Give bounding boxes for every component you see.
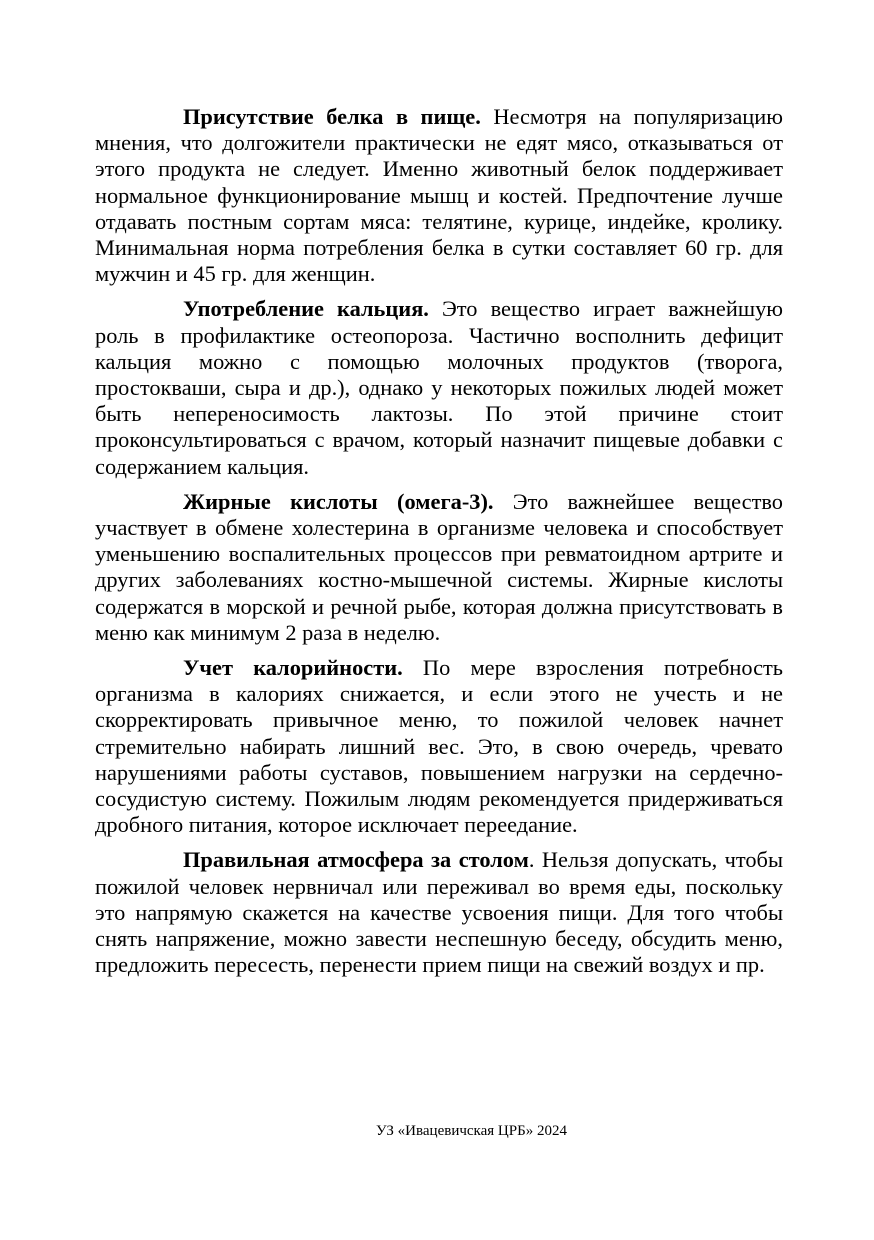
- paragraph-atmosphere: [95, 847, 783, 978]
- paragraph-text: . Нельзя допускать, чтобы пожилой человек нервничал или переживал во время еды, поскольку это напрямую скажется на качестве усвоения пищи. Для того чтобы снять напряжение, можно завести неспешную беседу, обсудить меню, предложить пересесть, перенести прием пищи на свежий воздух и пр.: [95, 847, 783, 978]
- paragraph-heading: Употребление кальция.: [183, 296, 429, 322]
- page-footer: УЗ «Ивацевичская ЦРБ» 2024: [376, 1123, 567, 1139]
- paragraph-calcium: [95, 296, 783, 479]
- paragraph-text: Это важнейшее вещество участвует в обмене холестерина в организме человека и способствует уменьшению воспалительных процессов при ревматоидном артрите и других заболеваниях костно-мышечной системы. Жирные кислоты содержатся в морской и речной рыбе, которая должна присутствовать в меню как минимум 2 раза в неделю.: [95, 488, 783, 645]
- document-body: [95, 104, 783, 988]
- paragraph-text: Это вещество играет важнейшую роль в профилактике остеопороза. Частично восполнить дефицит кальция можно с помощью молочных продуктов (творога, простокваши, сыра и др.), однако у некоторых пожилых людей может быть непереносимость лактозы. По этой причине стоит проконсультироваться с врачом, который назначит пищевые добавки с содержанием кальция.: [95, 296, 783, 479]
- paragraph-heading: Присутствие белка в пище.: [183, 104, 481, 129]
- paragraph-calories: [95, 655, 783, 838]
- paragraph-protein: [95, 104, 783, 287]
- paragraph-text: По мере взросления потребность организма в калориях снижается, и если этого не учесть и не скорректировать привычное меню, то пожилой человек начнет стремительно набирать лишний вес. Это, в свою очередь, чревато нарушениями работы суставов, повышением нагрузки на сердечно-сосудистую систему. Пожилым людям рекомендуется придерживаться дробного питания, которое исключает переедание.: [95, 655, 784, 838]
- paragraph-fatty-acids: [95, 489, 783, 646]
- paragraph-heading: Учет калорийности.: [183, 655, 403, 681]
- paragraph-heading: Правильная атмосфера за столом: [183, 847, 529, 873]
- paragraph-heading: Жирные кислоты (омега-3).: [183, 488, 494, 514]
- paragraph-text: Несмотря на популяризацию мнения, что долгожители практически не едят мясо, отказываться от этого продукта не следует. Именно животный белок поддерживает нормальное функционирование мышц и костей. Предпочтение лучше отдавать постным сортам мяса: телятине, курице, индейке, кролику. Минимальная норма потребления белка в сутки составляет 60 гр. для мужчин и 45 гр. для женщин.: [95, 104, 783, 287]
